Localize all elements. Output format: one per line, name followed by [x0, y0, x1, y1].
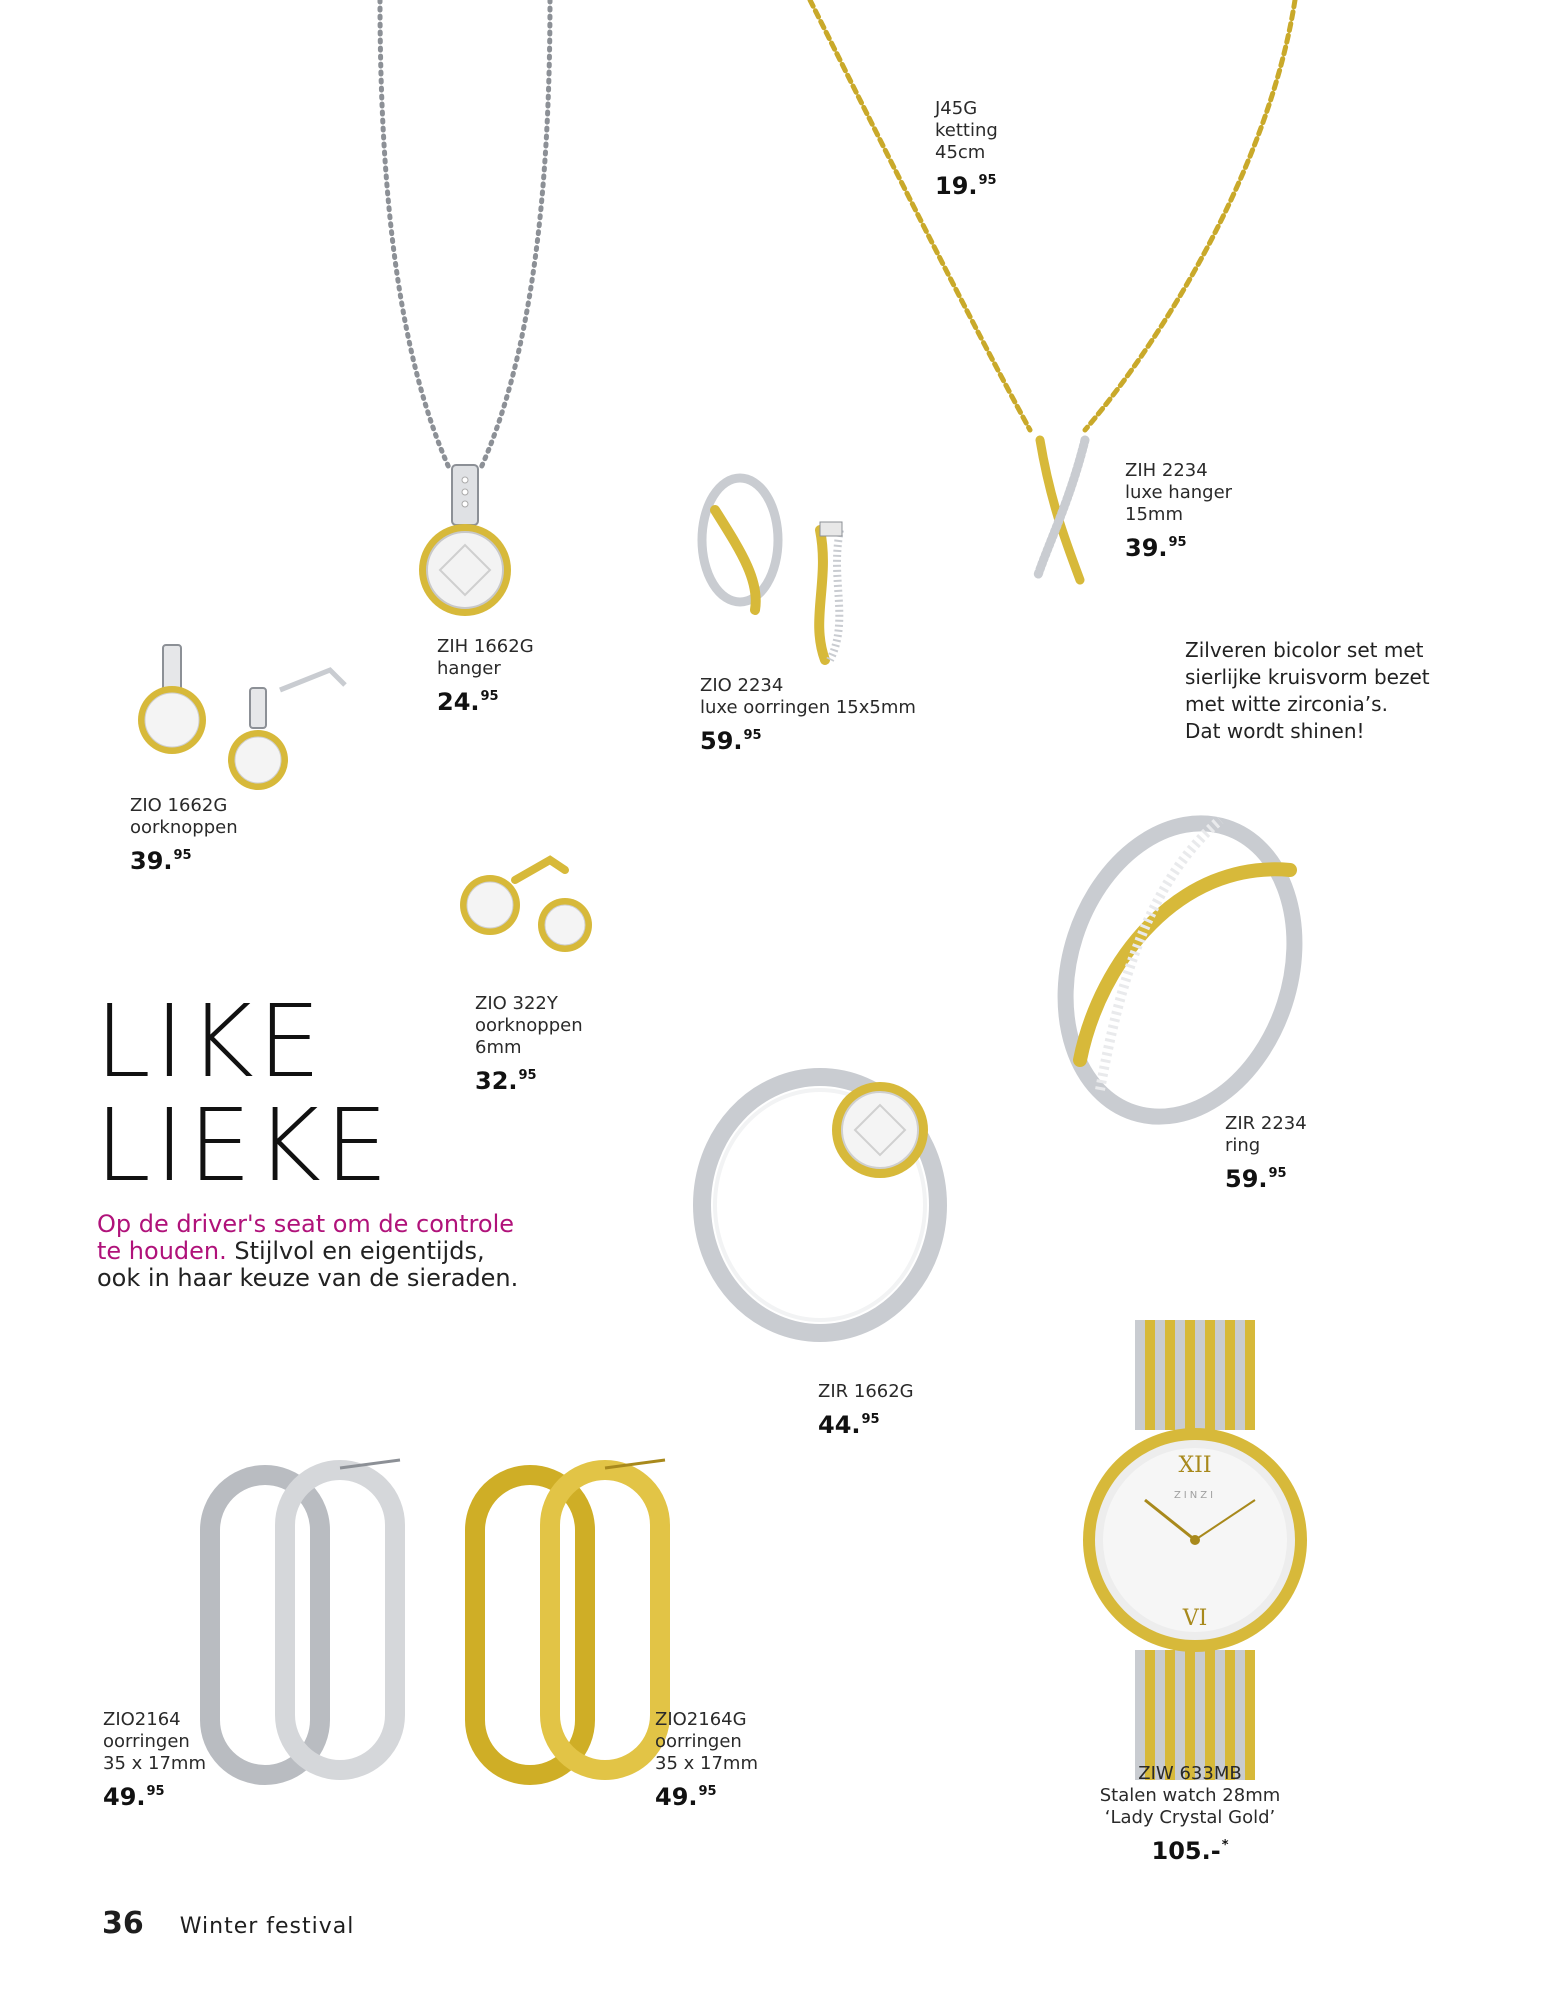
bezel-stud-earrings-image	[130, 630, 350, 800]
product-zio2164	[103, 1709, 206, 1812]
product-desc: 15mm	[1125, 504, 1183, 525]
product-price: 32.95	[475, 1067, 537, 1095]
side-copy: Zilveren bicolor set met sierlijke kruisvorm bezet met witte zirconia’s. Dat wordt shinen!	[1185, 638, 1430, 743]
page-footer	[102, 1906, 354, 1941]
product-code: ZIH 1662G	[437, 636, 534, 657]
issue-title: Winter festival	[179, 1914, 355, 1939]
product-price: 19.95	[935, 172, 997, 200]
product-j45g	[935, 98, 998, 201]
product-zio2234	[700, 675, 916, 756]
product-desc: ketting	[935, 120, 998, 141]
headline-line1: LIKE	[95, 983, 325, 1100]
cross-hoop-earrings-image	[680, 470, 870, 670]
headline-line2: LIEKE	[95, 1087, 393, 1204]
product-desc: oorringen	[103, 1731, 190, 1752]
product-code: ZIO 2234	[700, 675, 784, 696]
product-code: ZIR 2234	[1225, 1113, 1307, 1134]
product-desc: oorknoppen	[130, 817, 238, 838]
product-desc: ring	[1225, 1135, 1261, 1156]
product-price: 39.95	[130, 847, 192, 875]
solitaire-ring-image	[680, 1040, 960, 1350]
silver-necklace-image	[360, 0, 570, 620]
product-price: 105.-*	[1151, 1837, 1229, 1865]
product-zih2234	[1125, 460, 1232, 563]
product-code: ZIO 322Y	[475, 993, 558, 1014]
product-price: 59.95	[1225, 1165, 1287, 1193]
watch-image	[1075, 1320, 1315, 1780]
watch-numeral-top: XII	[1178, 1453, 1212, 1478]
product-desc: luxe oorringen 15x5mm	[700, 697, 916, 718]
product-price: 49.95	[655, 1783, 717, 1811]
gold-necklace-image	[800, 0, 1310, 600]
product-code: ZIR 1662G	[818, 1381, 914, 1402]
product-code: ZIO 1662G	[130, 795, 228, 816]
product-zio322y	[475, 993, 583, 1096]
gold-hoop-earrings-image	[465, 1450, 685, 1790]
cross-ring-image	[1040, 800, 1320, 1140]
product-desc: oorringen	[655, 1731, 742, 1752]
product-desc: luxe hanger	[1125, 482, 1233, 503]
product-price: 24.95	[437, 688, 499, 716]
product-desc: 35 x 17mm	[655, 1753, 758, 1774]
product-desc: hanger	[437, 658, 501, 679]
product-zio1662g	[130, 795, 238, 876]
product-zir2234	[1225, 1113, 1307, 1194]
product-desc: 45cm	[935, 142, 986, 163]
product-price: 59.95	[700, 727, 762, 755]
product-code: ZIW 633MB	[1138, 1763, 1242, 1784]
product-ziw633mb	[1080, 1763, 1300, 1866]
product-price: 49.95	[103, 1783, 165, 1811]
silver-hoop-earrings-image	[200, 1450, 420, 1790]
product-code: J45G	[935, 98, 978, 119]
product-code: ZIH 2234	[1125, 460, 1208, 481]
watch-brand: ZINZI	[1173, 1490, 1217, 1501]
product-desc: ‘Lady Crystal Gold’	[1104, 1807, 1276, 1828]
product-desc: oorknoppen	[475, 1015, 583, 1036]
product-code: ZIO2164G	[655, 1709, 747, 1730]
product-zir1662g	[818, 1381, 914, 1440]
product-zio2164g	[655, 1709, 758, 1812]
product-zih1662g	[437, 636, 534, 717]
product-code: ZIO2164	[103, 1709, 181, 1730]
page-headline	[95, 983, 393, 1204]
watch-numeral-bottom: VI	[1182, 1606, 1208, 1631]
product-desc: 35 x 17mm	[103, 1753, 206, 1774]
page-number: 36	[102, 1906, 144, 1941]
intro-text: Op de driver's seat om de controle te houden. Stijlvol en eigentijds, ook in haar keuze van de sieraden.	[97, 1210, 519, 1292]
product-price: 44.95	[818, 1411, 880, 1439]
product-price: 39.95	[1125, 534, 1187, 562]
gold-stud-earrings-image	[455, 850, 605, 960]
product-desc: Stalen watch 28mm	[1099, 1785, 1281, 1806]
product-desc: 6mm	[475, 1037, 522, 1058]
